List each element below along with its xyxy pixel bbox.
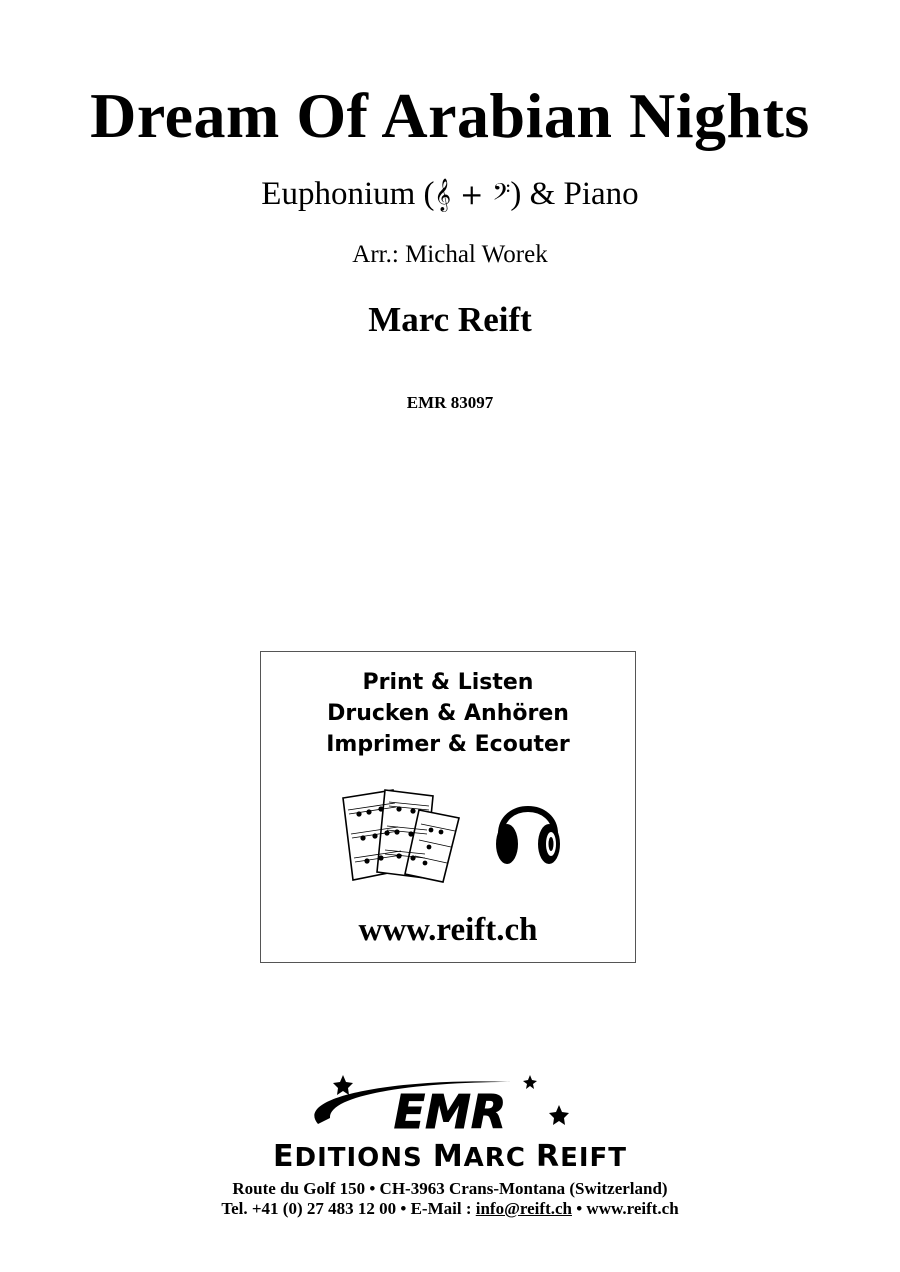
score-title: Dream Of Arabian Nights <box>90 80 810 151</box>
publisher-name-part: E <box>273 1139 295 1174</box>
contact-phone: Tel. +41 (0) 27 483 12 00 • E-Mail : <box>221 1199 476 1218</box>
publisher-name-part: DITIONS <box>294 1143 433 1173</box>
emr-logo <box>300 1072 580 1144</box>
publisher-name-part: EIFT <box>560 1143 627 1173</box>
treble-bass-clef-icon: 𝄞 + 𝄢 <box>434 178 511 211</box>
publisher-name-part: ARC <box>463 1143 536 1173</box>
contact-website[interactable]: • www.reift.ch <box>571 1199 679 1218</box>
promo-website[interactable]: www.reift.ch <box>358 912 538 948</box>
email-link[interactable]: info@reift.ch <box>475 1199 572 1218</box>
instrumentation <box>0 172 900 217</box>
promo-line-fr: Imprimer & Ecouter <box>326 732 570 757</box>
catalog-number: EMR 83097 <box>406 393 494 412</box>
headphones-icon <box>493 790 563 872</box>
composer: Marc Reift <box>368 300 532 339</box>
publisher-contact <box>0 1198 900 1220</box>
sheet-music-icon <box>339 786 469 884</box>
promo-line-en: Print & Listen <box>362 670 534 695</box>
publisher-name-part: M <box>432 1139 464 1174</box>
instrumentation-text-end: ) & Piano <box>510 176 639 212</box>
publisher-name <box>0 1139 900 1174</box>
emr-logo-text: EMR <box>393 1085 507 1139</box>
publisher-name-part: R <box>535 1139 561 1174</box>
arranger: Arr.: Michal Worek <box>352 241 548 268</box>
publisher-address: Route du Golf 150 • CH-3963 Crans-Montana (Switzerland) <box>232 1179 668 1198</box>
instrumentation-text: Euphonium ( <box>261 176 435 212</box>
promo-line-de: Drucken & Anhören <box>327 701 569 726</box>
print-listen-box <box>260 651 636 963</box>
